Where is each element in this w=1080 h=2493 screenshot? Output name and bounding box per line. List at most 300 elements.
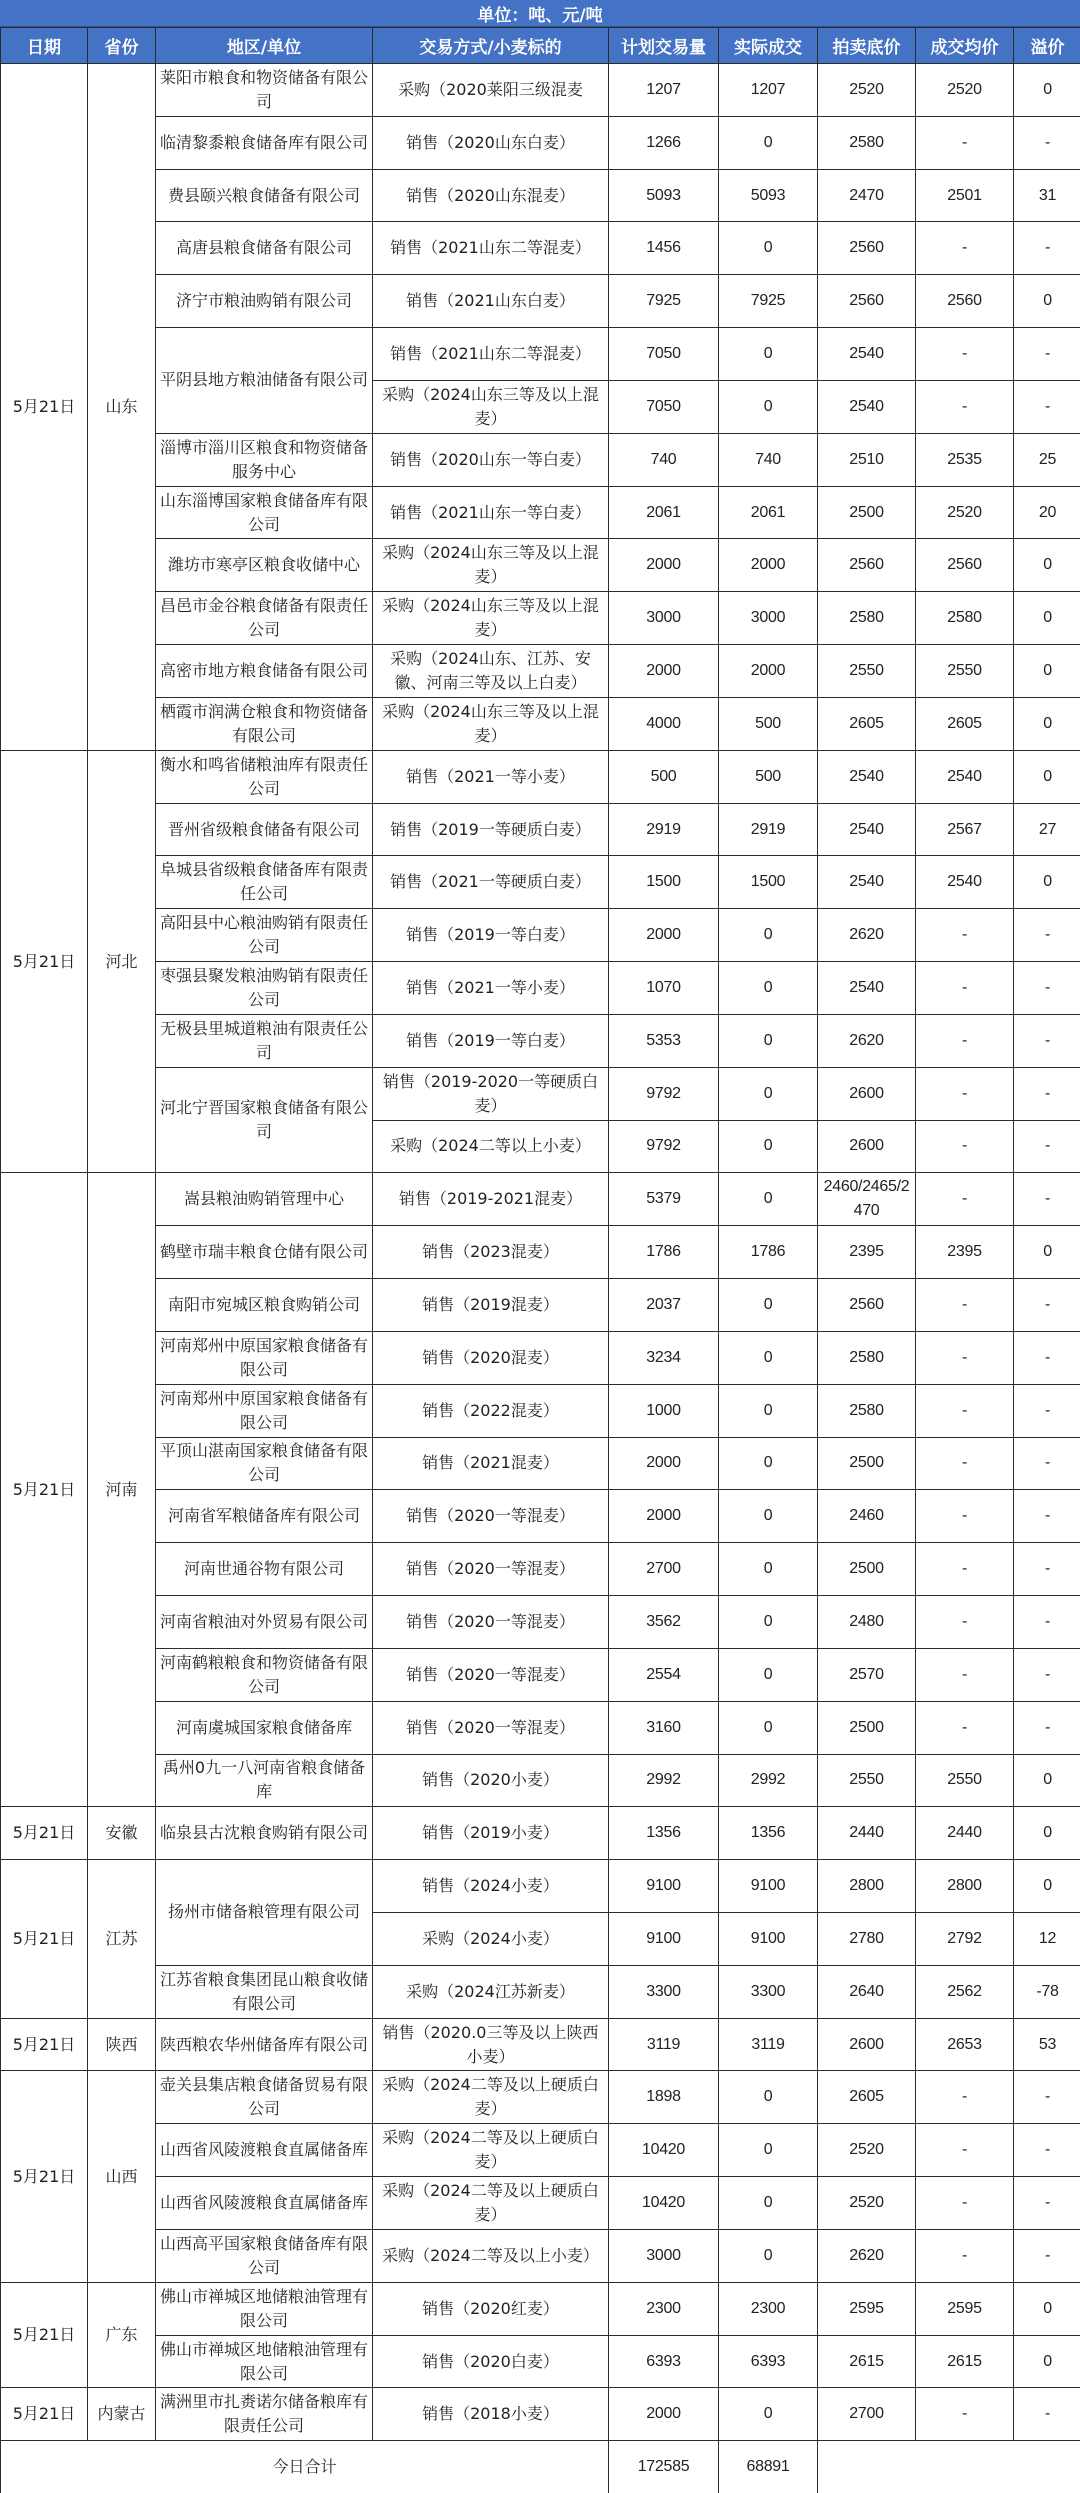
premium-cell: 0: [1014, 2282, 1080, 2335]
premium-cell: 20: [1014, 486, 1080, 539]
plan-volume-cell: 3000: [609, 2229, 719, 2282]
date-cell: 5月21日: [1, 750, 88, 1173]
actual-volume-cell: 0: [719, 2229, 818, 2282]
plan-volume-cell: 6393: [609, 2335, 719, 2388]
table-row: [1, 1437, 1080, 1490]
method-cell: 销售（2019小麦）: [373, 1807, 609, 1860]
actual-volume-cell: 0: [719, 2071, 818, 2124]
avg-price-cell: 2605: [916, 697, 1014, 750]
actual-volume-cell: 2061: [719, 486, 818, 539]
actual-volume-cell: 1500: [719, 856, 818, 909]
unit-cell: 山西省风陵渡粮食直属储备库: [156, 2124, 373, 2177]
premium-cell: -78: [1014, 1965, 1080, 2018]
method-cell: 销售（2020红麦）: [373, 2282, 609, 2335]
floor-price-cell: 2520: [818, 2124, 916, 2177]
plan-volume-cell: 3160: [609, 1701, 719, 1754]
method-cell: 销售（2020一等混麦）: [373, 1648, 609, 1701]
floor-price-cell: 2520: [818, 2177, 916, 2230]
avg-price-cell: 2567: [916, 803, 1014, 856]
date-cell: 5月21日: [1, 1173, 88, 1807]
unit-cell: 衡水和鸣省储粮油库有限责任公司: [156, 750, 373, 803]
actual-volume-cell: 5093: [719, 169, 818, 222]
premium-cell: -: [1014, 2124, 1080, 2177]
plan-volume-cell: 2700: [609, 1543, 719, 1596]
actual-volume-cell: 0: [719, 1067, 818, 1120]
method-cell: 销售（2021混麦）: [373, 1437, 609, 1490]
unit-cell: 佛山市禅城区地储粮油管理有限公司: [156, 2282, 373, 2335]
col-method: 交易方式/小麦标的: [373, 28, 609, 64]
plan-volume-cell: 3234: [609, 1331, 719, 1384]
actual-volume-cell: 0: [719, 1173, 818, 1226]
premium-cell: 0: [1014, 275, 1080, 328]
floor-price-cell: 2600: [818, 1120, 916, 1173]
unit-cell: 河南世通谷物有限公司: [156, 1543, 373, 1596]
table-row: [1, 1226, 1080, 1279]
actual-volume-cell: 500: [719, 750, 818, 803]
actual-volume-cell: 0: [719, 2388, 818, 2441]
unit-cell: 临泉县古沈粮食购销有限公司: [156, 1807, 373, 1860]
floor-price-cell: 2640: [818, 1965, 916, 2018]
unit-cell: 陕西粮农华州储备库有限公司: [156, 2018, 373, 2071]
actual-volume-cell: 0: [719, 1701, 818, 1754]
floor-price-cell: 2500: [818, 1701, 916, 1754]
premium-cell: 0: [1014, 697, 1080, 750]
method-cell: 销售（2019混麦）: [373, 1279, 609, 1332]
actual-volume-cell: 7925: [719, 275, 818, 328]
avg-price-cell: -: [916, 909, 1014, 962]
plan-volume-cell: 1207: [609, 64, 719, 117]
unit-cell: 河南鹤粮粮食和物资储备有限公司: [156, 1648, 373, 1701]
unit-cell: 壶关县集店粮食储备贸易有限公司: [156, 2071, 373, 2124]
premium-cell: -: [1014, 1120, 1080, 1173]
plan-volume-cell: 2000: [609, 1437, 719, 1490]
plan-volume-cell: 5093: [609, 169, 719, 222]
plan-volume-cell: 2554: [609, 1648, 719, 1701]
premium-cell: 0: [1014, 539, 1080, 592]
avg-price-cell: 2550: [916, 1754, 1014, 1807]
col-plan-volume: 计划交易量: [609, 28, 719, 64]
table-row: [1, 1384, 1080, 1437]
avg-price-cell: 2653: [916, 2018, 1014, 2071]
table-row: [1, 1279, 1080, 1332]
method-cell: 采购（2020莱阳三级混麦: [373, 64, 609, 117]
avg-price-cell: 2560: [916, 539, 1014, 592]
total-label: 今日合计: [1, 2441, 609, 2493]
plan-volume-cell: 1898: [609, 2071, 719, 2124]
plan-volume-cell: 1356: [609, 1807, 719, 1860]
unit-cell: 高唐县粮食储备有限公司: [156, 222, 373, 275]
avg-price-cell: -: [916, 2388, 1014, 2441]
premium-cell: -: [1014, 1437, 1080, 1490]
method-cell: 销售（2020一等混麦）: [373, 1701, 609, 1754]
premium-cell: -: [1014, 328, 1080, 381]
col-avg-price: 成交均价: [916, 28, 1014, 64]
unit-cell: 潍坊市寒亭区粮食收储中心: [156, 539, 373, 592]
unit-cell: 山东淄博国家粮食储备库有限公司: [156, 486, 373, 539]
unit-cell: 山西高平国家粮食储备库有限公司: [156, 2229, 373, 2282]
avg-price-cell: 2501: [916, 169, 1014, 222]
table-row: [1, 275, 1080, 328]
province-cell: 江苏: [88, 1860, 156, 2018]
method-cell: 销售（2019一等硬质白麦）: [373, 803, 609, 856]
premium-cell: 0: [1014, 750, 1080, 803]
avg-price-cell: 2440: [916, 1807, 1014, 1860]
plan-volume-cell: 1786: [609, 1226, 719, 1279]
unit-cell: 淄博市淄川区粮食和物资储备服务中心: [156, 433, 373, 486]
table-row: [1, 64, 1080, 117]
table-row: [1, 1543, 1080, 1596]
avg-price-cell: -: [916, 2229, 1014, 2282]
avg-price-cell: 2792: [916, 1912, 1014, 1965]
table-row: [1, 750, 1080, 803]
actual-volume-cell: 1356: [719, 1807, 818, 1860]
plan-volume-cell: 7050: [609, 380, 719, 433]
floor-price-cell: 2540: [818, 750, 916, 803]
plan-volume-cell: 5379: [609, 1173, 719, 1226]
floor-price-cell: 2540: [818, 962, 916, 1015]
plan-volume-cell: 1000: [609, 1384, 719, 1437]
floor-price-cell: 2480: [818, 1596, 916, 1649]
floor-price-cell: 2580: [818, 1331, 916, 1384]
col-actual-volume: 实际成交: [719, 28, 818, 64]
method-cell: 销售（2019一等白麦）: [373, 1014, 609, 1067]
table-body: [1, 64, 1080, 2441]
floor-price-cell: 2600: [818, 2018, 916, 2071]
table-row: [1, 169, 1080, 222]
table-row: [1, 856, 1080, 909]
premium-cell: -: [1014, 1701, 1080, 1754]
table-row: [1, 1648, 1080, 1701]
actual-volume-cell: 0: [719, 1596, 818, 1649]
floor-price-cell: 2540: [818, 380, 916, 433]
actual-volume-cell: 0: [719, 222, 818, 275]
table-row: [1, 2018, 1080, 2071]
table-row: [1, 803, 1080, 856]
floor-price-cell: 2560: [818, 222, 916, 275]
plan-volume-cell: 9100: [609, 1860, 719, 1913]
actual-volume-cell: 3000: [719, 592, 818, 645]
method-cell: 销售（2021山东白麦）: [373, 275, 609, 328]
actual-volume-cell: 0: [719, 1490, 818, 1543]
avg-price-cell: -: [916, 1120, 1014, 1173]
premium-cell: -: [1014, 2177, 1080, 2230]
unit-cell: 山西省风陵渡粮食直属储备库: [156, 2177, 373, 2230]
plan-volume-cell: 9792: [609, 1067, 719, 1120]
avg-price-cell: 2580: [916, 592, 1014, 645]
unit-cell: 河南省军粮储备库有限公司: [156, 1490, 373, 1543]
total-actual: 68891: [719, 2441, 818, 2493]
method-cell: 销售（2020一等混麦）: [373, 1490, 609, 1543]
plan-volume-cell: 740: [609, 433, 719, 486]
table-row: [1, 1331, 1080, 1384]
avg-price-cell: -: [916, 2124, 1014, 2177]
method-cell: 销售（2020混麦）: [373, 1331, 609, 1384]
avg-price-cell: -: [916, 1490, 1014, 1543]
premium-cell: 0: [1014, 592, 1080, 645]
actual-volume-cell: 1786: [719, 1226, 818, 1279]
avg-price-cell: 2395: [916, 1226, 1014, 1279]
col-unit: 地区/单位: [156, 28, 373, 64]
method-cell: 采购（2024二等以上小麦）: [373, 1120, 609, 1173]
plan-volume-cell: 7925: [609, 275, 719, 328]
avg-price-cell: -: [916, 1543, 1014, 1596]
avg-price-cell: 2562: [916, 1965, 1014, 2018]
avg-price-cell: -: [916, 1384, 1014, 1437]
premium-cell: -: [1014, 1596, 1080, 1649]
unit-cell: 河南郑州中原国家粮食储备有限公司: [156, 1384, 373, 1437]
avg-price-cell: -: [916, 2177, 1014, 2230]
floor-price-cell: 2620: [818, 909, 916, 962]
method-cell: 采购（2024二等及以上硬质白麦）: [373, 2177, 609, 2230]
method-cell: 销售（2020一等混麦）: [373, 1596, 609, 1649]
premium-cell: -: [1014, 2071, 1080, 2124]
plan-volume-cell: 2000: [609, 2388, 719, 2441]
actual-volume-cell: 0: [719, 1648, 818, 1701]
plan-volume-cell: 3000: [609, 592, 719, 645]
method-cell: 销售（2019-2020一等硬质白麦）: [373, 1067, 609, 1120]
unit-cell: 栖霞市润满仓粮食和物资储备有限公司: [156, 697, 373, 750]
col-date: 日期: [1, 28, 88, 64]
actual-volume-cell: 0: [719, 1543, 818, 1596]
table-row: [1, 592, 1080, 645]
avg-price-cell: 2560: [916, 275, 1014, 328]
premium-cell: -: [1014, 116, 1080, 169]
unit-cell: 南阳市宛城区粮食购销公司: [156, 1279, 373, 1332]
method-cell: 采购（2024山东三等及以上混麦）: [373, 380, 609, 433]
premium-cell: -: [1014, 909, 1080, 962]
actual-volume-cell: 0: [719, 2177, 818, 2230]
method-cell: 销售（2024小麦）: [373, 1860, 609, 1913]
column-header-row: [1, 28, 1080, 64]
method-cell: 销售（2020山东混麦）: [373, 169, 609, 222]
premium-cell: -: [1014, 1331, 1080, 1384]
table-row: [1, 697, 1080, 750]
unit-cell: 枣强县聚发粮油购销有限责任公司: [156, 962, 373, 1015]
floor-price-cell: 2560: [818, 1279, 916, 1332]
avg-price-cell: -: [916, 1014, 1014, 1067]
unit-cell: 莱阳市粮食和物资储备有限公司: [156, 64, 373, 117]
unit-cell: 平顶山湛南国家粮食储备有限公司: [156, 1437, 373, 1490]
method-cell: 采购（2024山东三等及以上混麦）: [373, 539, 609, 592]
table-row: [1, 2282, 1080, 2335]
actual-volume-cell: 2000: [719, 539, 818, 592]
actual-volume-cell: 1207: [719, 64, 818, 117]
province-cell: 安徽: [88, 1807, 156, 1860]
actual-volume-cell: 0: [719, 2124, 818, 2177]
floor-price-cell: 2580: [818, 116, 916, 169]
avg-price-cell: -: [916, 2071, 1014, 2124]
plan-volume-cell: 1456: [609, 222, 719, 275]
avg-price-cell: -: [916, 1173, 1014, 1226]
unit-cell: 济宁市粮油购销有限公司: [156, 275, 373, 328]
premium-cell: -: [1014, 380, 1080, 433]
col-province: 省份: [88, 28, 156, 64]
date-cell: 5月21日: [1, 2071, 88, 2282]
premium-cell: -: [1014, 1279, 1080, 1332]
table-row: [1, 222, 1080, 275]
avg-price-cell: -: [916, 1701, 1014, 1754]
table-row: [1, 2124, 1080, 2177]
unit-cell: 临清黎黍粮食储备库有限公司: [156, 116, 373, 169]
avg-price-cell: 2800: [916, 1860, 1014, 1913]
floor-price-cell: 2460: [818, 1490, 916, 1543]
plan-volume-cell: 1500: [609, 856, 719, 909]
actual-volume-cell: 740: [719, 433, 818, 486]
floor-price-cell: 2540: [818, 856, 916, 909]
method-cell: 销售（2021山东二等混麦）: [373, 328, 609, 381]
unit-cell: 江苏省粮食集团昆山粮食收储有限公司: [156, 1965, 373, 2018]
table-row: [1, 1807, 1080, 1860]
avg-price-cell: 2535: [916, 433, 1014, 486]
table-row: [1, 433, 1080, 486]
actual-volume-cell: 0: [719, 1331, 818, 1384]
avg-price-cell: 2520: [916, 486, 1014, 539]
table-row: [1, 2388, 1080, 2441]
date-cell: 5月21日: [1, 1807, 88, 1860]
method-cell: 销售（2018小麦）: [373, 2388, 609, 2441]
floor-price-cell: 2440: [818, 1807, 916, 1860]
plan-volume-cell: 9792: [609, 1120, 719, 1173]
unit-cell: 昌邑市金谷粮食储备有限责任公司: [156, 592, 373, 645]
floor-price-cell: 2500: [818, 486, 916, 539]
actual-volume-cell: 2992: [719, 1754, 818, 1807]
total-plan: 172585: [609, 2441, 719, 2493]
unit-cell: 禹州0九一八河南省粮食储备库: [156, 1754, 373, 1807]
plan-volume-cell: 10420: [609, 2177, 719, 2230]
plan-volume-cell: 4000: [609, 697, 719, 750]
premium-cell: 12: [1014, 1912, 1080, 1965]
plan-volume-cell: 1266: [609, 116, 719, 169]
table-row: [1, 1965, 1080, 2018]
plan-volume-cell: 1070: [609, 962, 719, 1015]
floor-price-cell: 2395: [818, 1226, 916, 1279]
floor-price-cell: 2570: [818, 1648, 916, 1701]
table-row: [1, 1014, 1080, 1067]
avg-price-cell: 2550: [916, 645, 1014, 698]
avg-price-cell: -: [916, 1279, 1014, 1332]
floor-price-cell: 2605: [818, 697, 916, 750]
floor-price-cell: 2510: [818, 433, 916, 486]
premium-cell: -: [1014, 1543, 1080, 1596]
floor-price-cell: 2580: [818, 1384, 916, 1437]
avg-price-cell: 2520: [916, 64, 1014, 117]
premium-cell: -: [1014, 1490, 1080, 1543]
unit-cell: 佛山市禅城区地储粮油管理有限公司: [156, 2335, 373, 2388]
floor-price-cell: 2540: [818, 803, 916, 856]
avg-price-cell: 2595: [916, 2282, 1014, 2335]
floor-price-cell: 2620: [818, 2229, 916, 2282]
floor-price-cell: 2550: [818, 645, 916, 698]
floor-price-cell: 2550: [818, 1754, 916, 1807]
method-cell: 销售（2023混麦）: [373, 1226, 609, 1279]
floor-price-cell: 2520: [818, 64, 916, 117]
actual-volume-cell: 0: [719, 962, 818, 1015]
plan-volume-cell: 10420: [609, 2124, 719, 2177]
province-cell: 广东: [88, 2282, 156, 2388]
plan-volume-cell: 3300: [609, 1965, 719, 2018]
premium-cell: -: [1014, 962, 1080, 1015]
table-row: [1, 962, 1080, 1015]
actual-volume-cell: 0: [719, 380, 818, 433]
method-cell: 销售（2022混麦）: [373, 1384, 609, 1437]
unit-cell: 嵩县粮油购销管理中心: [156, 1173, 373, 1226]
premium-cell: 31: [1014, 169, 1080, 222]
table-row: [1, 486, 1080, 539]
table-row: [1, 2177, 1080, 2230]
floor-price-cell: 2700: [818, 2388, 916, 2441]
plan-volume-cell: 2992: [609, 1754, 719, 1807]
province-cell: 河南: [88, 1173, 156, 1807]
method-cell: 销售（2021一等小麦）: [373, 750, 609, 803]
premium-cell: -: [1014, 2388, 1080, 2441]
actual-volume-cell: 2300: [719, 2282, 818, 2335]
premium-cell: 0: [1014, 64, 1080, 117]
unit-cell: 河南省粮油对外贸易有限公司: [156, 1596, 373, 1649]
floor-price-cell: 2560: [818, 539, 916, 592]
table-row: [1, 539, 1080, 592]
unit-cell: 河南虞城国家粮食储备库: [156, 1701, 373, 1754]
premium-cell: 0: [1014, 1860, 1080, 1913]
table-row: [1, 1701, 1080, 1754]
premium-cell: 0: [1014, 1226, 1080, 1279]
avg-price-cell: -: [916, 328, 1014, 381]
unit-cell: 河南郑州中原国家粮食储备有限公司: [156, 1331, 373, 1384]
plan-volume-cell: 9100: [609, 1912, 719, 1965]
plan-volume-cell: 500: [609, 750, 719, 803]
floor-price-cell: 2560: [818, 275, 916, 328]
table-row: [1, 1067, 1080, 1120]
premium-cell: -: [1014, 1014, 1080, 1067]
unit-cell: 高阳县中心粮油购销有限责任公司: [156, 909, 373, 962]
avg-price-cell: 2615: [916, 2335, 1014, 2388]
table-row: [1, 1173, 1080, 1226]
actual-volume-cell: 2919: [719, 803, 818, 856]
method-cell: 采购（2024江苏新麦）: [373, 1965, 609, 2018]
plan-volume-cell: 5353: [609, 1014, 719, 1067]
unit-cell: 鹤壁市瑞丰粮食仓储有限公司: [156, 1226, 373, 1279]
actual-volume-cell: 6393: [719, 2335, 818, 2388]
date-cell: 5月21日: [1, 2018, 88, 2071]
method-cell: 销售（2020山东一等白麦）: [373, 433, 609, 486]
col-premium: 溢价: [1014, 28, 1080, 64]
plan-volume-cell: 2000: [609, 1490, 719, 1543]
province-cell: 河北: [88, 750, 156, 1173]
avg-price-cell: 2540: [916, 856, 1014, 909]
premium-cell: -: [1014, 2229, 1080, 2282]
premium-cell: 27: [1014, 803, 1080, 856]
plan-volume-cell: 3562: [609, 1596, 719, 1649]
premium-cell: 0: [1014, 2335, 1080, 2388]
premium-cell: -: [1014, 1067, 1080, 1120]
date-cell: 5月21日: [1, 1860, 88, 2018]
plan-volume-cell: 2061: [609, 486, 719, 539]
plan-volume-cell: 2000: [609, 645, 719, 698]
premium-cell: 0: [1014, 1807, 1080, 1860]
actual-volume-cell: 0: [719, 1437, 818, 1490]
method-cell: 销售（2019一等白麦）: [373, 909, 609, 962]
floor-price-cell: 2460/2465/2470: [818, 1173, 916, 1226]
actual-volume-cell: 500: [719, 697, 818, 750]
method-cell: 采购（2024山东三等及以上混麦）: [373, 592, 609, 645]
premium-cell: -: [1014, 1648, 1080, 1701]
avg-price-cell: -: [916, 1331, 1014, 1384]
col-floor-price: 拍卖底价: [818, 28, 916, 64]
floor-price-cell: 2600: [818, 1067, 916, 1120]
date-cell: 5月21日: [1, 2282, 88, 2388]
actual-volume-cell: 3119: [719, 2018, 818, 2071]
premium-cell: 0: [1014, 645, 1080, 698]
date-cell: 5月21日: [1, 64, 88, 751]
